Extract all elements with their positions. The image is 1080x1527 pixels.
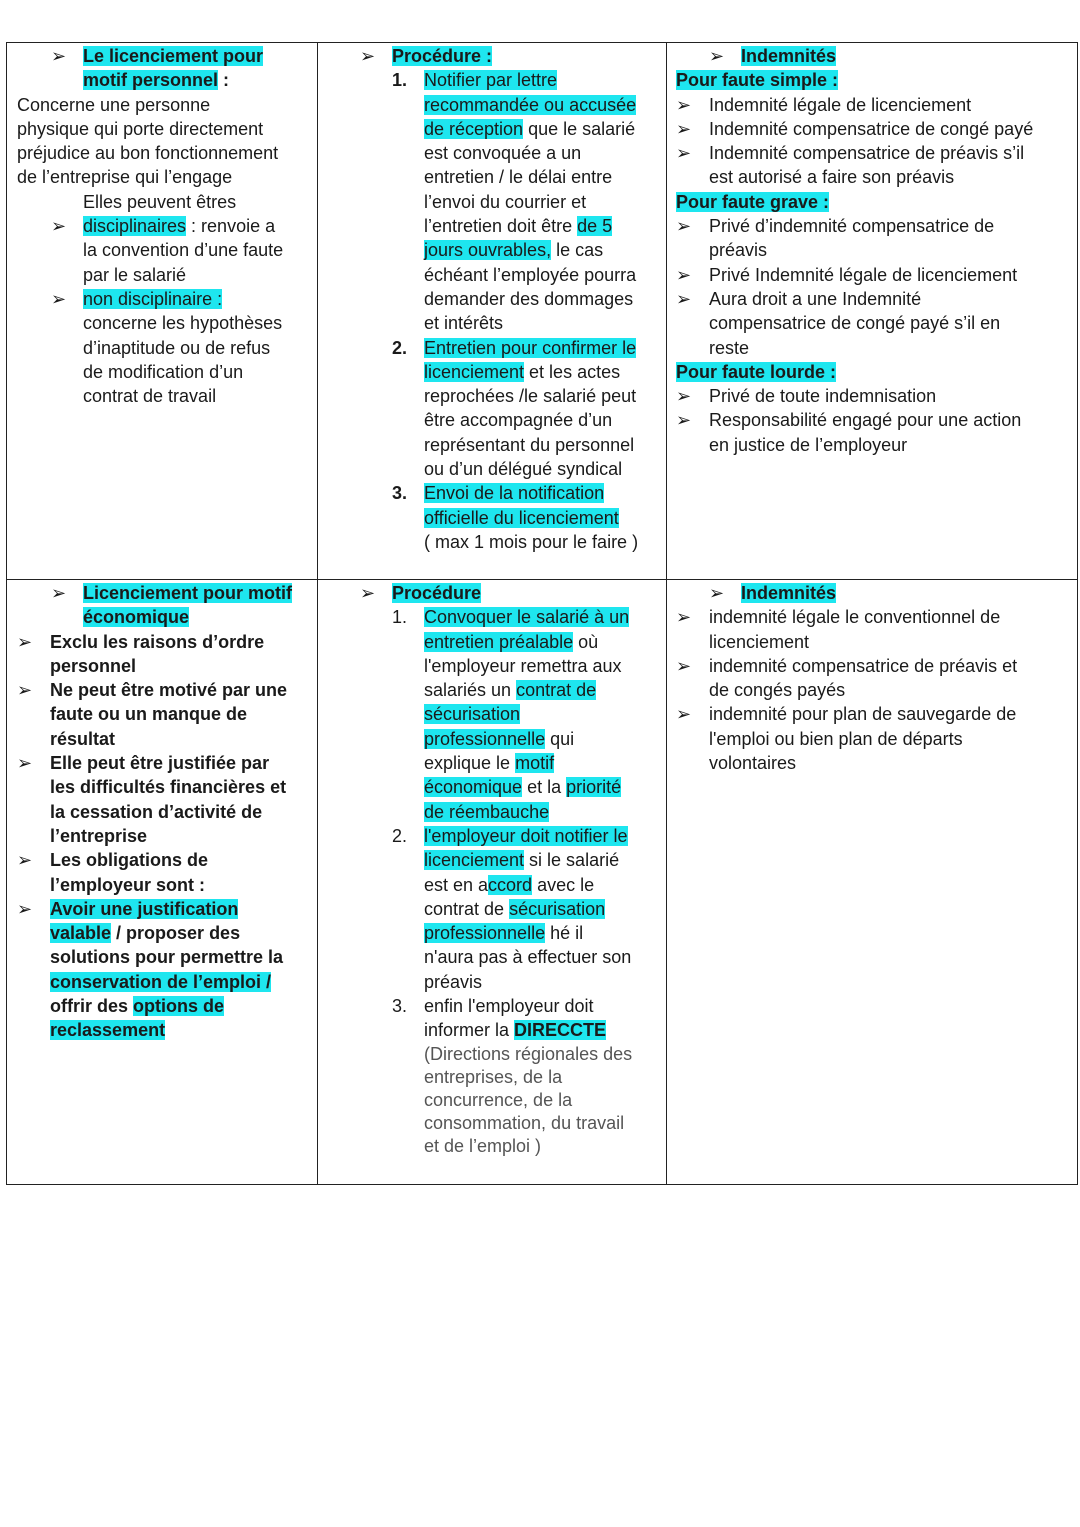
arrow-bullet-icon: ➢ (676, 118, 692, 139)
text: par le salarié (83, 264, 187, 285)
table-row-economic (7, 580, 1078, 1185)
list-item (17, 848, 317, 897)
list-item (17, 751, 317, 848)
text: ( max 1 mois pour le faire ) (424, 531, 639, 552)
list-item (17, 897, 317, 1043)
list-item (667, 117, 1077, 141)
text: Aura droit a une Indemnité (709, 288, 922, 309)
text: où (573, 631, 599, 652)
text: Elle peut être justifiée par (50, 753, 270, 774)
text: de réembauche (424, 801, 550, 822)
list-item (17, 678, 317, 751)
text: licenciement (424, 361, 525, 382)
text: concurrence, de la (424, 1089, 573, 1110)
text: l'employeur doit notifier le (424, 825, 628, 846)
arrow-bullet-icon: ➢ (676, 410, 692, 431)
text: l’entretien doit être (424, 216, 578, 237)
text: demander des dommages (424, 288, 634, 309)
text: Privé d’indemnité compensatrice de (709, 216, 995, 237)
direccte-definition (318, 1043, 666, 1158)
arrow-bullet-icon: ➢ (676, 607, 692, 628)
text: Indemnité légale de licenciement (709, 94, 972, 115)
text: si le salarié (524, 850, 620, 871)
heading-colon: : (218, 70, 230, 91)
text: est en a (424, 874, 489, 895)
heading-faute-grave: Pour faute grave : (676, 191, 830, 212)
cell-motif-personnel (7, 43, 318, 580)
list-item (667, 214, 1077, 263)
text: la convention d’une faute (83, 240, 284, 261)
text: Exclu les raisons d’ordre (50, 631, 265, 652)
text: en justice de l’employeur (709, 434, 908, 455)
arrow-bullet-icon: ➢ (709, 46, 725, 66)
arrow-bullet-icon: ➢ (360, 46, 376, 66)
text: Les obligations de (50, 850, 209, 871)
text: préavis (709, 240, 768, 261)
list-item (667, 384, 1077, 408)
text: Ne peut être motivé par une (50, 680, 288, 701)
step-number: 1. (392, 607, 408, 628)
text: professionnelle (424, 728, 546, 749)
heading-motif-economique-2: économique (83, 607, 190, 628)
text: les difficultés financières et (50, 777, 287, 798)
list-item (318, 68, 666, 335)
text: l'employeur remettra aux (424, 655, 622, 676)
cell-indemnites-economique (667, 580, 1078, 1185)
arrow-bullet-icon: ➢ (51, 583, 67, 603)
arrow-bullet-icon: ➢ (17, 680, 33, 701)
text: priorité (566, 777, 622, 798)
cell-motif-economique (7, 580, 318, 1185)
text: reprochées /le salarié peut (424, 386, 637, 407)
heading-faute-simple: Pour faute simple : (676, 70, 839, 91)
text: l’employeur sont : (50, 874, 206, 895)
text: représentant du personnel (424, 434, 635, 455)
text: résultat (50, 728, 116, 749)
desc-line: physique qui porte directement (17, 118, 264, 139)
list-item (17, 214, 317, 287)
text: personnel (50, 655, 137, 676)
list-item (667, 93, 1077, 117)
text: concerne les hypothèses (83, 313, 283, 334)
arrow-bullet-icon: ➢ (676, 216, 692, 237)
heading-indemnites: Indemnités (741, 46, 837, 66)
text: licenciement (424, 850, 525, 871)
text: jours ouvrables, (424, 240, 552, 261)
text: d’inaptitude ou de refus (83, 337, 271, 358)
text: enfin l'employeur doit (424, 996, 594, 1017)
text: informer la (424, 1020, 515, 1041)
heading-motif-personnel-2: motif personnel (83, 70, 219, 91)
step-number: 2. (392, 825, 408, 846)
text: ou d’un délégué syndical (424, 459, 623, 480)
text: contrat de (516, 680, 597, 701)
text: Notifier par lettre (424, 70, 558, 91)
text: économique (424, 777, 523, 798)
arrow-bullet-icon: ➢ (676, 94, 692, 115)
text: hé il (545, 923, 584, 944)
text: consommation, du travail (424, 1112, 625, 1133)
text: entretien / le délai entre (424, 167, 613, 188)
arrow-bullet-icon: ➢ (676, 143, 692, 164)
table-row-personal (7, 43, 1078, 580)
arrow-bullet-icon: ➢ (360, 583, 376, 603)
text: est convoquée a un (424, 143, 582, 164)
text: Indemnité compensatrice de congé payé (709, 118, 1034, 139)
text: / proposer des (111, 923, 241, 944)
text: de 5 (577, 216, 613, 237)
text: indemnité légale le conventionnel de (709, 607, 1001, 628)
text: conservation de l’emploi / (50, 971, 272, 992)
text: et de l’emploi ) (424, 1135, 542, 1156)
text: Convoquer le salarié à un (424, 607, 630, 628)
text: et la (522, 777, 567, 798)
cell-procedure-economique (318, 580, 667, 1185)
text: faute ou un manque de (50, 704, 248, 725)
text: indemnité compensatrice de préavis et (709, 655, 1018, 676)
list-item (17, 630, 317, 679)
list-item (318, 824, 666, 994)
arrow-bullet-icon: ➢ (51, 216, 67, 237)
text: entreprises, de la (424, 1066, 563, 1087)
text: sécurisation (509, 898, 606, 919)
heading-motif-personnel: Le licenciement pour (83, 46, 264, 66)
arrow-bullet-icon: ➢ (676, 288, 692, 309)
text: n'aura pas à effectuer son (424, 947, 632, 968)
heading-motif-economique: Licenciement pour motif (83, 583, 293, 603)
text: Privé Indemnité légale de licenciement (709, 264, 1018, 285)
text: motif (515, 753, 555, 774)
text: : renvoie a (186, 216, 276, 237)
text: reclassement (50, 1020, 166, 1041)
text: qui (545, 728, 575, 749)
text: sécurisation (424, 704, 521, 725)
text: entretien préalable (424, 631, 574, 652)
step-number: 2. (392, 337, 408, 358)
summary-table (6, 42, 1078, 1185)
arrow-bullet-icon: ➢ (676, 704, 692, 725)
text: Entretien pour confirmer le (424, 337, 637, 358)
arrow-bullet-icon: ➢ (676, 264, 692, 285)
desc-line: préjudice au bon fonctionnement (17, 143, 279, 164)
text: valable (50, 923, 112, 944)
step-number: 3. (392, 483, 408, 504)
list-item (667, 263, 1077, 287)
list-item (318, 994, 666, 1043)
text: ccord (488, 874, 533, 895)
text: officielle du licenciement (424, 507, 619, 528)
text: de réception (424, 118, 524, 139)
desc-line: de l’entreprise qui l’engage (17, 167, 233, 188)
text: offrir des (50, 996, 134, 1017)
text: professionnelle (424, 923, 546, 944)
text: le cas (551, 240, 604, 261)
arrow-bullet-icon: ➢ (676, 386, 692, 407)
text: solutions pour permettre la (50, 947, 284, 968)
text: préavis (424, 971, 483, 992)
text: contrat de travail (83, 386, 217, 407)
text: reste (709, 337, 750, 358)
text: de modification d’un (83, 361, 244, 382)
desc-line: Concerne une personne (17, 94, 211, 115)
heading-faute-lourde: Pour faute lourde : (676, 361, 837, 382)
text: être accompagnée d’un (424, 410, 613, 431)
text: Indemnité compensatrice de préavis s’il (709, 143, 1025, 164)
text: licenciement (709, 631, 810, 652)
text: avec le (532, 874, 595, 895)
text: recommandée ou accusée (424, 94, 637, 115)
list-item (17, 287, 317, 408)
arrow-bullet-icon: ➢ (17, 631, 33, 652)
heading-procedure: Procédure : (392, 46, 493, 66)
text: compensatrice de congé payé s’il en (709, 313, 1001, 334)
text: (Directions régionales des (424, 1043, 633, 1064)
list-item (667, 702, 1077, 775)
cell-indemnites-personnel (667, 43, 1078, 580)
text: que le salarié (523, 118, 636, 139)
list-item (667, 141, 1077, 190)
text: l'emploi ou bien plan de départs (709, 728, 963, 749)
list-item (318, 481, 666, 554)
text: l’envoi du courrier et (424, 191, 587, 212)
arrow-bullet-icon: ➢ (17, 850, 33, 871)
arrow-bullet-icon: ➢ (17, 898, 33, 919)
arrow-bullet-icon: ➢ (51, 46, 67, 66)
arrow-bullet-icon: ➢ (51, 288, 67, 309)
text: salariés un (424, 680, 517, 701)
intro-line: Elles peuvent êtres (83, 191, 237, 212)
direccte-label: DIRECCTE (514, 1020, 607, 1041)
text: Envoi de la notification (424, 483, 605, 504)
text: Privé de toute indemnisation (709, 386, 937, 407)
list-item (667, 605, 1077, 654)
text: options de (133, 996, 225, 1017)
list-item (318, 336, 666, 482)
list-item (667, 287, 1077, 360)
cell-procedure-personnel (318, 43, 667, 580)
text: est autorisé a faire son préavis (709, 167, 955, 188)
text: contrat de (424, 898, 510, 919)
text: Avoir une justification (50, 898, 239, 919)
list-item (667, 408, 1077, 457)
heading-indemnites: Indemnités (741, 583, 837, 603)
text: l’entreprise (50, 825, 148, 846)
arrow-bullet-icon: ➢ (676, 655, 692, 676)
text: la cessation d’activité de (50, 801, 263, 822)
step-number: 1. (392, 70, 408, 91)
list-item (667, 654, 1077, 703)
label-disciplinaires: disciplinaires (83, 216, 187, 237)
text: échéant l’employée pourra (424, 264, 637, 285)
label-non-disciplinaire: non disciplinaire : (83, 288, 223, 309)
arrow-bullet-icon: ➢ (709, 583, 725, 603)
arrow-bullet-icon: ➢ (17, 753, 33, 774)
text: de congés payés (709, 680, 846, 701)
text: et les actes (524, 361, 621, 382)
text: volontaires (709, 753, 797, 774)
text: explique le (424, 753, 516, 774)
heading-procedure: Procédure (392, 583, 482, 603)
text: indemnité pour plan de sauvegarde de (709, 704, 1017, 725)
list-item (318, 605, 666, 824)
step-number: 3. (392, 996, 408, 1017)
text: Responsabilité engagé pour une action (709, 410, 1022, 431)
text: et intérêts (424, 313, 504, 334)
